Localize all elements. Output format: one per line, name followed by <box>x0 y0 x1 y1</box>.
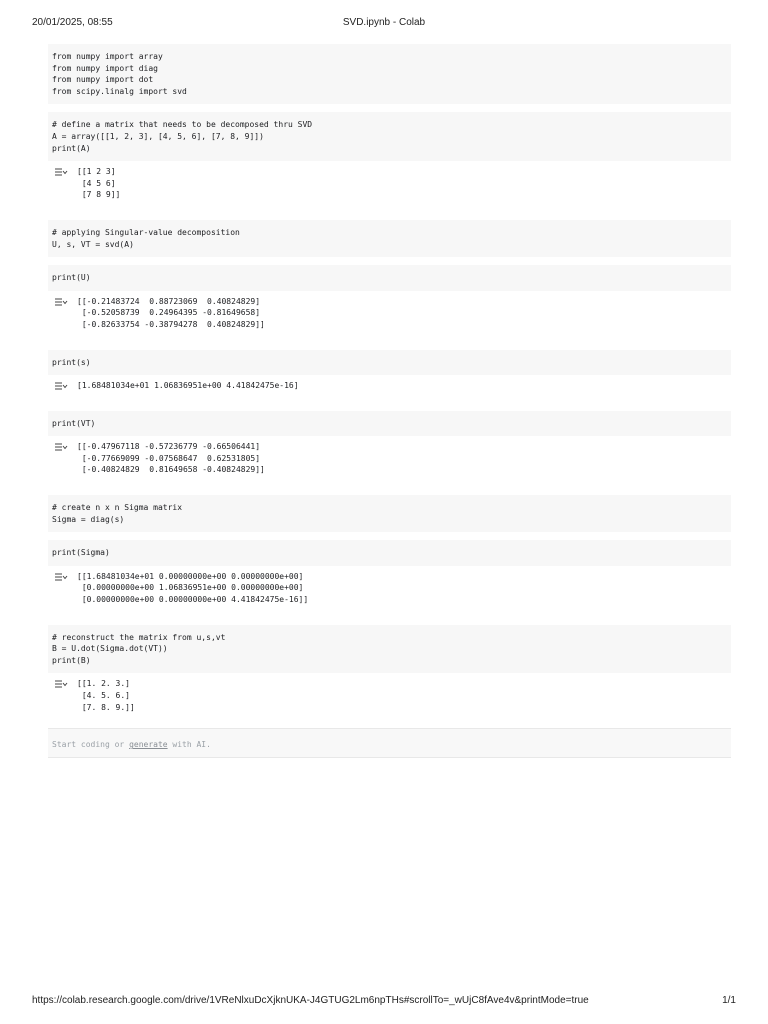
output-text: [[1. 2. 3.] [4. 5. 6.] [7. 8. 9.]] <box>77 679 135 712</box>
code-text[interactable]: print(U) <box>52 273 91 283</box>
cell-output <box>48 293 731 340</box>
start-coding-prompt: Start coding or <box>52 740 130 750</box>
page-number: 1/1 <box>722 995 736 1006</box>
generate-link[interactable]: generate <box>129 740 168 750</box>
code-text[interactable]: # applying Singular-value decomposition U, s, VT = svd(A) <box>52 227 240 249</box>
code-cell-print-u[interactable] <box>48 265 731 291</box>
code-cell-print-sigma[interactable] <box>48 540 731 566</box>
code-text[interactable]: # reconstruct the matrix from u,s,vt B = U.dot(Sigma.dot(VT)) print(B) <box>52 632 226 665</box>
start-coding-suffix: with AI. <box>167 740 211 750</box>
code-text[interactable]: from numpy import array from numpy import diag from numpy import dot from scipy.linalg import svd <box>52 52 187 96</box>
cell-output <box>48 163 731 210</box>
output-collapse-icon[interactable] <box>54 572 68 582</box>
code-cell-imports[interactable] <box>48 44 731 104</box>
code-text[interactable]: print(VT) <box>52 418 96 428</box>
code-text[interactable]: print(s) <box>52 357 91 367</box>
cell-output <box>48 568 731 615</box>
output-collapse-icon[interactable] <box>54 442 68 452</box>
cell-output <box>48 438 731 485</box>
output-text: [[1 2 3] [4 5 6] [7 8 9]] <box>77 167 121 200</box>
print-datetime: 20/01/2025, 08:55 <box>32 17 113 28</box>
output-collapse-icon[interactable] <box>54 167 68 177</box>
output-text: [[-0.47967118 -0.57236779 -0.66506441] [-0.77669099 -0.07568647 0.62531805] [-0.40824829 0.81649658 -0.40824829]] <box>77 442 265 475</box>
cell-output <box>48 377 731 401</box>
code-cell-print-vt[interactable] <box>48 411 731 437</box>
output-text: [[1.68481034e+01 0.00000000e+00 0.00000000e+00] [0.00000000e+00 1.06836951e+00 0.00000000e+00] [0.00000000e+00 0.00000000e+00 4.41842475e-16]] <box>77 571 309 605</box>
code-cell-sigma[interactable] <box>48 495 731 532</box>
code-text[interactable]: print(Sigma) <box>52 548 110 558</box>
notebook <box>48 44 731 758</box>
cell-output <box>48 675 731 722</box>
empty-code-cell[interactable] <box>48 728 731 758</box>
page-title: SVD.ipynb - Colab <box>342 17 426 28</box>
output-text: [1.68481034e+01 1.06836951e+00 4.41842475e-16] <box>77 381 299 391</box>
output-collapse-icon[interactable] <box>54 679 68 689</box>
output-text: [[-0.21483724 0.88723069 0.40824829] [-0.52058739 0.24964395 -0.81649658] [-0.82633754 -0.38794278 0.40824829]] <box>77 296 265 329</box>
code-text[interactable]: # create n x n Sigma matrix Sigma = diag(s) <box>52 503 183 524</box>
code-cell-print-s[interactable] <box>48 350 731 376</box>
code-cell-svd[interactable] <box>48 220 731 257</box>
page-url: https://colab.research.google.com/drive/1VReNlxuDcXjknUKA-J4GTUG2Lm6npTHs#scrollTo=_wUjC8fAve4v&printMode=true <box>32 995 589 1006</box>
output-collapse-icon[interactable] <box>54 297 68 307</box>
code-text[interactable]: # define a matrix that needs to be decomposed thru SVD A = array([[1, 2, 3], [4, 5, 6], [7, 8, 9]]) print(A) <box>52 120 313 153</box>
code-cell-define-matrix[interactable] <box>48 112 731 161</box>
output-collapse-icon[interactable] <box>54 381 68 391</box>
code-cell-reconstruct[interactable] <box>48 625 731 674</box>
